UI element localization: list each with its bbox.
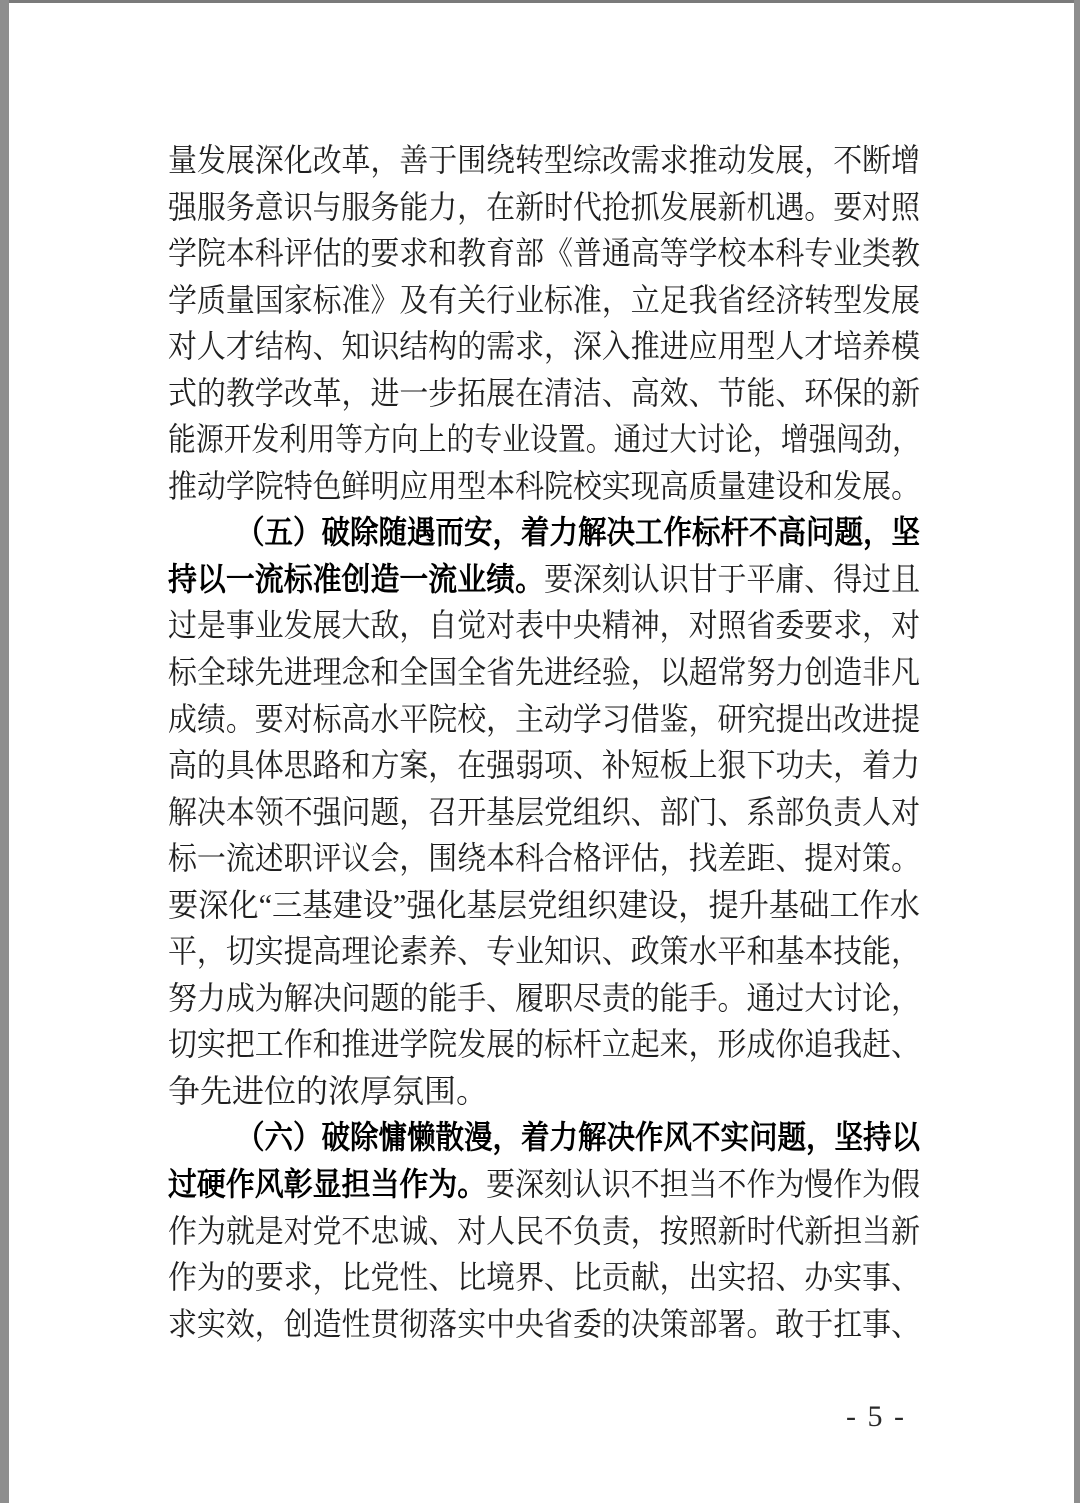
text-line-content bbox=[168, 323, 920, 370]
text-segment: 学质量国家标准》及有关行业标准，立足我省经济转型发展 bbox=[168, 281, 920, 318]
text-segment: 努力成为解决问题的能手、履职尽责的能手。通过大讨论， bbox=[168, 979, 920, 1016]
text-line-content bbox=[168, 1161, 920, 1208]
bold-text-segment: （五）破除随遇而安，着力解决工作标杆不高问题，坚 bbox=[236, 514, 920, 551]
text-line bbox=[168, 509, 920, 556]
text-line bbox=[168, 789, 920, 836]
text-line bbox=[168, 1301, 920, 1348]
text-line-content bbox=[236, 509, 920, 556]
text-line bbox=[168, 184, 920, 231]
text-line bbox=[168, 323, 920, 370]
text-line-content bbox=[168, 696, 920, 743]
document-body-text bbox=[168, 137, 920, 1347]
text-line bbox=[168, 1208, 920, 1255]
text-segment: 求实效，创造性贯彻落实中央省委的决策部署。敢于扛事、 bbox=[168, 1305, 920, 1342]
text-line bbox=[168, 835, 920, 882]
text-line-content bbox=[168, 556, 920, 603]
text-line-content bbox=[168, 789, 920, 836]
text-segment: 要深刻认识不担当不作为慢作为假 bbox=[486, 1166, 920, 1203]
text-line-content bbox=[168, 1068, 488, 1115]
text-line bbox=[168, 1161, 920, 1208]
text-line bbox=[168, 137, 920, 184]
text-segment: 过是事业发展大敌，自觉对表中央精神，对照省委要求，对 bbox=[168, 607, 920, 644]
text-line bbox=[168, 928, 920, 975]
scan-edge-right bbox=[1074, 0, 1080, 1503]
text-segment: 学院本科评估的要求和教育部《普通高等学校本科专业类教 bbox=[168, 235, 920, 272]
text-segment: 对人才结构、知识结构的需求，深入推进应用型人才培养模 bbox=[168, 328, 920, 365]
text-line bbox=[168, 230, 920, 277]
text-line-content bbox=[168, 230, 920, 277]
text-line bbox=[168, 463, 920, 510]
page-number: - 5 - bbox=[846, 1400, 906, 1433]
text-line-content bbox=[168, 975, 920, 1022]
text-line bbox=[168, 882, 920, 929]
text-segment: 式的教学改革，进一步拓展在清洁、高效、节能、环保的新 bbox=[168, 374, 920, 411]
text-segment: 要深刻认识甘于平庸、得过且 bbox=[544, 560, 920, 597]
text-line bbox=[168, 277, 920, 324]
text-line bbox=[168, 975, 920, 1022]
text-line-content bbox=[168, 649, 920, 696]
text-line-content bbox=[168, 277, 920, 324]
text-line-content bbox=[168, 416, 920, 463]
text-line-content bbox=[168, 928, 920, 975]
text-line-content bbox=[168, 1301, 920, 1348]
text-segment: 解决本领不强问题，召开基层党组织、部门、系部负责人对 bbox=[168, 793, 920, 830]
text-segment: 强服务意识与服务能力，在新时代抢抓发展新机遇。要对照 bbox=[168, 188, 920, 225]
text-line bbox=[168, 1021, 920, 1068]
text-segment: 平，切实提高理论素养、专业知识、政策水平和基本技能， bbox=[168, 933, 920, 970]
text-line bbox=[168, 742, 920, 789]
text-line-content bbox=[168, 137, 920, 184]
text-segment: 能源开发利用等方向上的专业设置。通过大讨论，增强闯劲， bbox=[168, 421, 920, 458]
bold-text-segment: 过硬作风彰显担当作为。 bbox=[168, 1166, 487, 1203]
bold-text-segment: （六）破除慵懒散漫，着力解决作风不实问题，坚持以 bbox=[236, 1119, 920, 1156]
text-segment: 争先进位的浓厚氛围。 bbox=[168, 1072, 489, 1109]
text-line-content bbox=[168, 602, 920, 649]
text-line bbox=[168, 1068, 920, 1115]
text-segment: 成绩。要对标高水平院校，主动学习借鉴，研究提出改进提 bbox=[168, 700, 920, 737]
text-line bbox=[168, 696, 920, 743]
text-line-content bbox=[168, 184, 920, 231]
text-segment: 要深化“三基建设”强化基层党组织建设，提升基础工作水 bbox=[168, 886, 920, 923]
text-line bbox=[168, 1114, 920, 1161]
text-line bbox=[168, 1254, 920, 1301]
text-line-content bbox=[168, 1021, 920, 1068]
text-segment: 切实把工作和推进学院发展的标杆立起来，形成你追我赶、 bbox=[168, 1026, 920, 1063]
text-line bbox=[168, 370, 920, 417]
bold-text-segment: 持以一流标准创造一流业绩。 bbox=[168, 560, 544, 597]
text-line-content bbox=[168, 835, 920, 882]
text-line-content bbox=[168, 1254, 920, 1301]
text-segment: 推动学院特色鲜明应用型本科院校实现高质量建设和发展。 bbox=[168, 467, 920, 504]
text-line bbox=[168, 556, 920, 603]
text-line-content bbox=[168, 882, 920, 929]
text-segment: 作为的要求，比党性、比境界、比贡献，出实招、办实事、 bbox=[168, 1259, 920, 1296]
text-line-content bbox=[168, 370, 920, 417]
scan-edge-left bbox=[0, 0, 9, 1503]
text-line bbox=[168, 602, 920, 649]
scan-edge-top bbox=[0, 0, 1080, 3]
text-segment: 标一流述职评议会，围绕本科合格评估，找差距、提对策。 bbox=[168, 840, 920, 877]
text-segment: 高的具体思路和方案，在强弱项、补短板上狠下功夫，着力 bbox=[168, 747, 920, 784]
text-segment: 标全球先进理念和全国全省先进经验，以超常努力创造非凡 bbox=[168, 654, 920, 691]
text-line-content bbox=[168, 463, 920, 510]
text-segment: 作为就是对党不忠诚、对人民不负责，按照新时代新担当新 bbox=[168, 1212, 920, 1249]
text-line bbox=[168, 416, 920, 463]
text-line-content bbox=[168, 742, 920, 789]
text-segment: 量发展深化改革，善于围绕转型综改需求推动发展，不断增 bbox=[168, 142, 920, 178]
text-line-content bbox=[236, 1114, 920, 1161]
text-line-content bbox=[168, 1208, 920, 1255]
text-line bbox=[168, 649, 920, 696]
